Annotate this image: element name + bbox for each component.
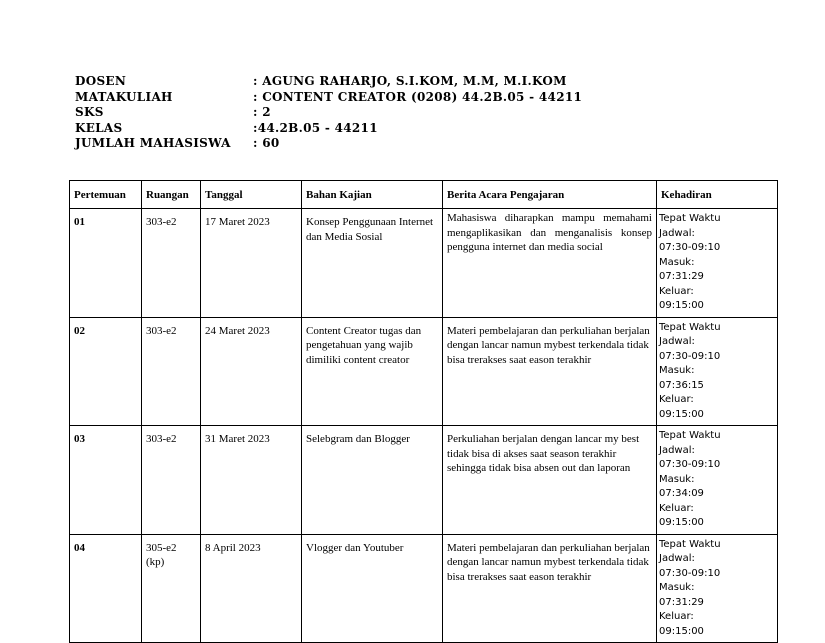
kehadiran-masuk-label: Masuk: [659,365,695,376]
kehadiran-keluar-label: Keluar: [659,394,694,405]
kehadiran-jadwal-value: 07:30-09:10 [659,567,721,579]
col-header-bahan-kajian: Bahan Kajian [302,181,443,209]
kehadiran-masuk-value: 07:31:29 [659,271,704,282]
kehadiran-status: Tepat Waktu [659,538,721,550]
header-row-matakuliah [75,90,582,106]
bahan-kajian-cell: Konsep Penggunaan Internet dan Media Sosial [302,209,443,318]
bahan-kajian-cell: Content Creator tugas dan pengetahuan yang wajib dimiliki content creator [302,317,443,426]
header-row-dosen [75,74,582,90]
ruangan-cell: 303-e2 [142,317,201,426]
kehadiran-keluar-value: 09:15:00 [659,625,704,637]
sks-label: SKS [75,105,104,119]
berita-acara-cell: Materi pembelajaran dan perkuliahan berjalan dengan lancar namun mybest terkendala tidak bisa trerakses saat eason terakhir [443,317,657,426]
kehadiran-cell [657,209,778,318]
attendance-table [69,180,778,643]
tanggal-cell: 24 Maret 2023 [201,317,302,426]
kehadiran-status: Tepat Waktu [659,321,721,333]
kehadiran-jadwal-value: 07:30-09:10 [659,459,721,470]
header-row-kelas [75,121,582,137]
ruangan-cell: 303-e2 [142,209,201,318]
kehadiran-keluar-value: 09:15:00 [659,517,704,528]
kehadiran-jadwal-label: Jadwal: [659,444,695,456]
kehadiran-masuk-value: 07:31:29 [659,596,704,608]
kehadiran-jadwal-value: 07:30-09:10 [659,350,721,362]
bahan-kajian-cell: Vlogger dan Youtuber [302,534,443,643]
col-header-ruangan: Ruangan [142,181,201,209]
table-header-row [70,181,778,209]
pertemuan-cell: 03 [70,426,142,535]
header-row-sks [75,105,582,121]
kehadiran-status: Tepat Waktu [659,430,721,441]
table-row [70,426,778,535]
jumlah-label: JUMLAH MAHASISWA [75,136,231,150]
pertemuan-cell: 02 [70,317,142,426]
sks-value: : 2 [253,105,271,119]
kehadiran-masuk-label: Masuk: [659,256,695,268]
kehadiran-keluar-value: 09:15:00 [659,408,704,420]
course-header [75,74,582,152]
dosen-label: DOSEN [75,74,127,88]
kehadiran-keluar-label: Keluar: [659,285,694,297]
bahan-kajian-cell: Selebgram dan Blogger [302,426,443,535]
berita-acara-cell: Perkuliahan berjalan dengan lancar my best tidak bisa di akses saat season terakhir sehingga tidak bisa absen out dan laporan [443,426,657,535]
kehadiran-keluar-label: Keluar: [659,611,694,622]
kehadiran-masuk-value: 07:34:09 [659,488,704,499]
tanggal-cell: 8 April 2023 [201,534,302,643]
jumlah-value: : 60 [253,136,280,150]
kelas-label: KELAS [75,120,123,135]
kehadiran-cell [657,534,778,643]
header-row-jumlah [75,136,582,152]
ruangan-cell: 305-e2 (kp) [142,534,201,643]
kehadiran-jadwal-value: 07:30-09:10 [659,242,721,253]
dosen-value: : AGUNG RAHARJO, S.I.KOM, M.M, M.I.KOM [253,74,567,88]
berita-acara-cell: Materi pembelajaran dan perkuliahan berjalan dengan lancar namun mybest terkendala tidak bisa trerakses saat eason terakhir [443,534,657,643]
col-header-berita-acara: Berita Acara Pengajaran [443,181,657,209]
kelas-value: :44.2B.05 - 44211 [253,120,378,135]
kehadiran-masuk-value: 07:36:15 [659,379,704,391]
kehadiran-keluar-label: Keluar: [659,502,694,514]
kehadiran-masuk-label: Masuk: [659,473,695,485]
pertemuan-cell: 01 [70,209,142,318]
col-header-tanggal: Tanggal [201,181,302,209]
col-header-kehadiran: Kehadiran [657,181,778,209]
matakuliah-label: MATAKULIAH [75,89,173,104]
kehadiran-jadwal-label: Jadwal: [659,227,695,239]
kehadiran-cell [657,317,778,426]
tanggal-cell: 31 Maret 2023 [201,426,302,535]
table-row [70,209,778,318]
table-row [70,534,778,643]
kehadiran-jadwal-label: Jadwal: [659,553,695,564]
col-header-pertemuan: Pertemuan [70,181,142,209]
kehadiran-keluar-value: 09:15:00 [659,300,704,311]
kehadiran-cell [657,426,778,535]
kehadiran-jadwal-label: Jadwal: [659,336,695,347]
kehadiran-status: Tepat Waktu [659,213,721,224]
kehadiran-masuk-label: Masuk: [659,582,695,593]
pertemuan-cell: 04 [70,534,142,643]
table-row [70,317,778,426]
matakuliah-value: : CONTENT CREATOR (0208) 44.2B.05 - 44211 [253,89,583,104]
ruangan-cell: 303-e2 [142,426,201,535]
tanggal-cell: 17 Maret 2023 [201,209,302,318]
berita-acara-cell: Mahasiswa diharapkan mampu memahami mengaplikasikan dan menganalisis konsep pengguna internet dan media social [443,209,657,318]
